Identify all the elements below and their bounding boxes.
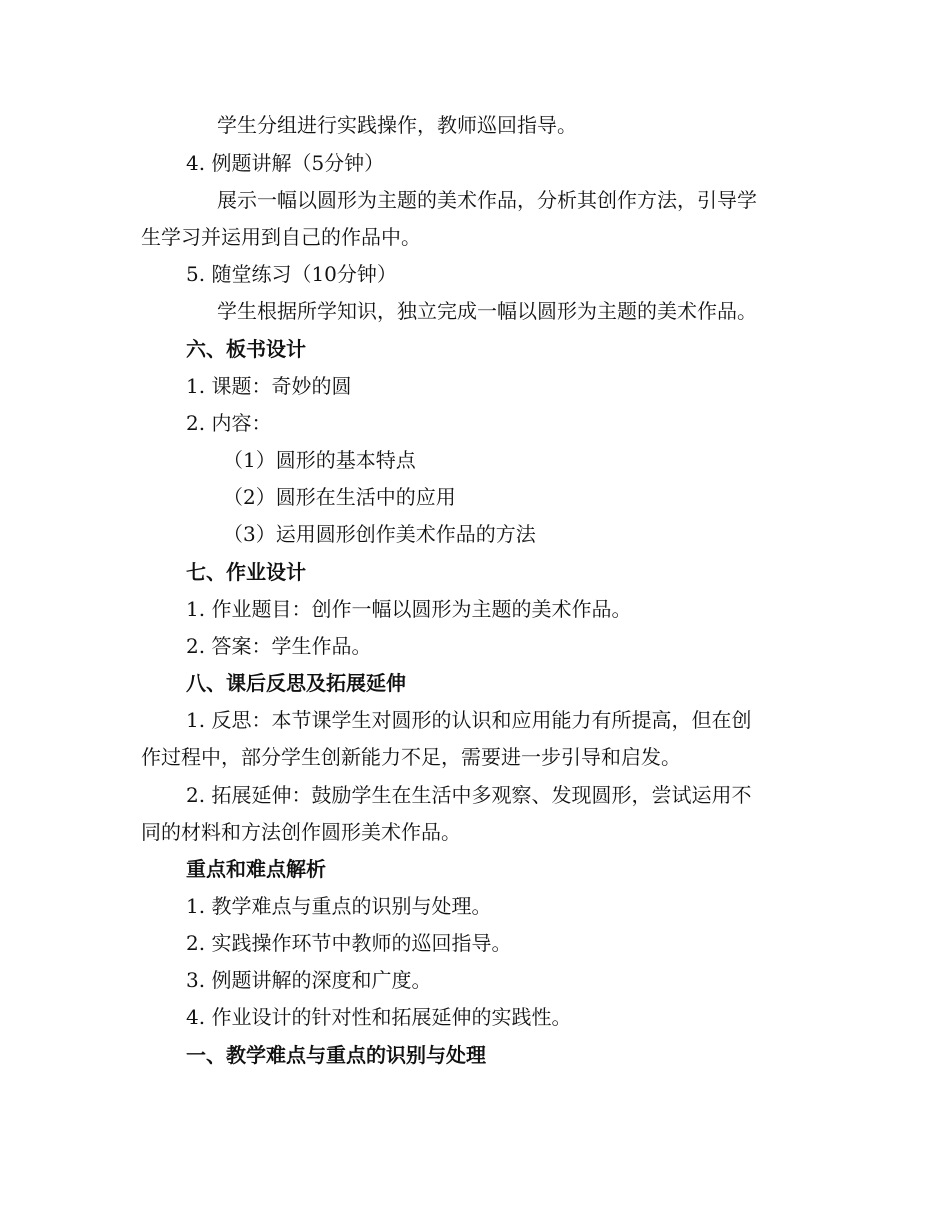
sub-item-2: （2）圆形在生活中的应用 xyxy=(223,485,456,509)
paragraph-reflection-line2: 作过程中，部分学生创新能力不足，需要进一步引导和启发。 xyxy=(141,745,681,769)
paragraph-exercise: 学生根据所学知识，独立完成一幅以圆形为主题的美术作品。 xyxy=(217,299,757,323)
section-heading-identify: 一、教学难点与重点的识别与处理 xyxy=(186,1043,486,1067)
section-heading-board: 六、板书设计 xyxy=(186,337,306,361)
list-item-analysis-4: 4. 作业设计的针对性和拓展延伸的实践性。 xyxy=(186,1005,572,1029)
list-item-exercise: 5. 随堂练习（10分钟） xyxy=(186,262,397,286)
list-item-example: 4. 例题讲解（5分钟） xyxy=(186,151,385,175)
list-item-analysis-3: 3. 例题讲解的深度和广度。 xyxy=(186,968,432,992)
list-item-content: 2. 内容： xyxy=(186,411,272,435)
list-item-answer: 2. 答案：学生作品。 xyxy=(186,634,372,658)
paragraph-example-line1: 展示一幅以圆形为主题的美术作品，分析其创作方法，引导学 xyxy=(217,188,757,212)
section-heading-homework: 七、作业设计 xyxy=(186,560,306,584)
paragraph-practice: 学生分组进行实践操作，教师巡回指导。 xyxy=(217,113,577,137)
sub-item-3: （3）运用圆形创作美术作品的方法 xyxy=(223,522,536,546)
paragraph-extension-line1: 2. 拓展延伸：鼓励学生在生活中多观察、发现圆形，尝试运用不 xyxy=(186,783,752,807)
paragraph-extension-line2: 同的材料和方法创作圆形美术作品。 xyxy=(141,820,461,844)
paragraph-example-line2: 生学习并运用到自己的作品中。 xyxy=(141,225,421,249)
list-item-topic: 1. 课题：奇妙的圆 xyxy=(186,374,352,398)
list-item-homework-topic: 1. 作业题目：创作一幅以圆形为主题的美术作品。 xyxy=(186,597,632,621)
section-heading-reflection: 八、课后反思及拓展延伸 xyxy=(186,671,406,695)
list-item-analysis-2: 2. 实践操作环节中教师的巡回指导。 xyxy=(186,931,512,955)
paragraph-reflection-line1: 1. 反思：本节课学生对圆形的认识和应用能力有所提高，但在创 xyxy=(186,708,752,732)
sub-item-1: （1）圆形的基本特点 xyxy=(223,448,416,472)
section-heading-analysis: 重点和难点解析 xyxy=(186,857,326,881)
list-item-analysis-1: 1. 教学难点与重点的识别与处理。 xyxy=(186,894,492,918)
